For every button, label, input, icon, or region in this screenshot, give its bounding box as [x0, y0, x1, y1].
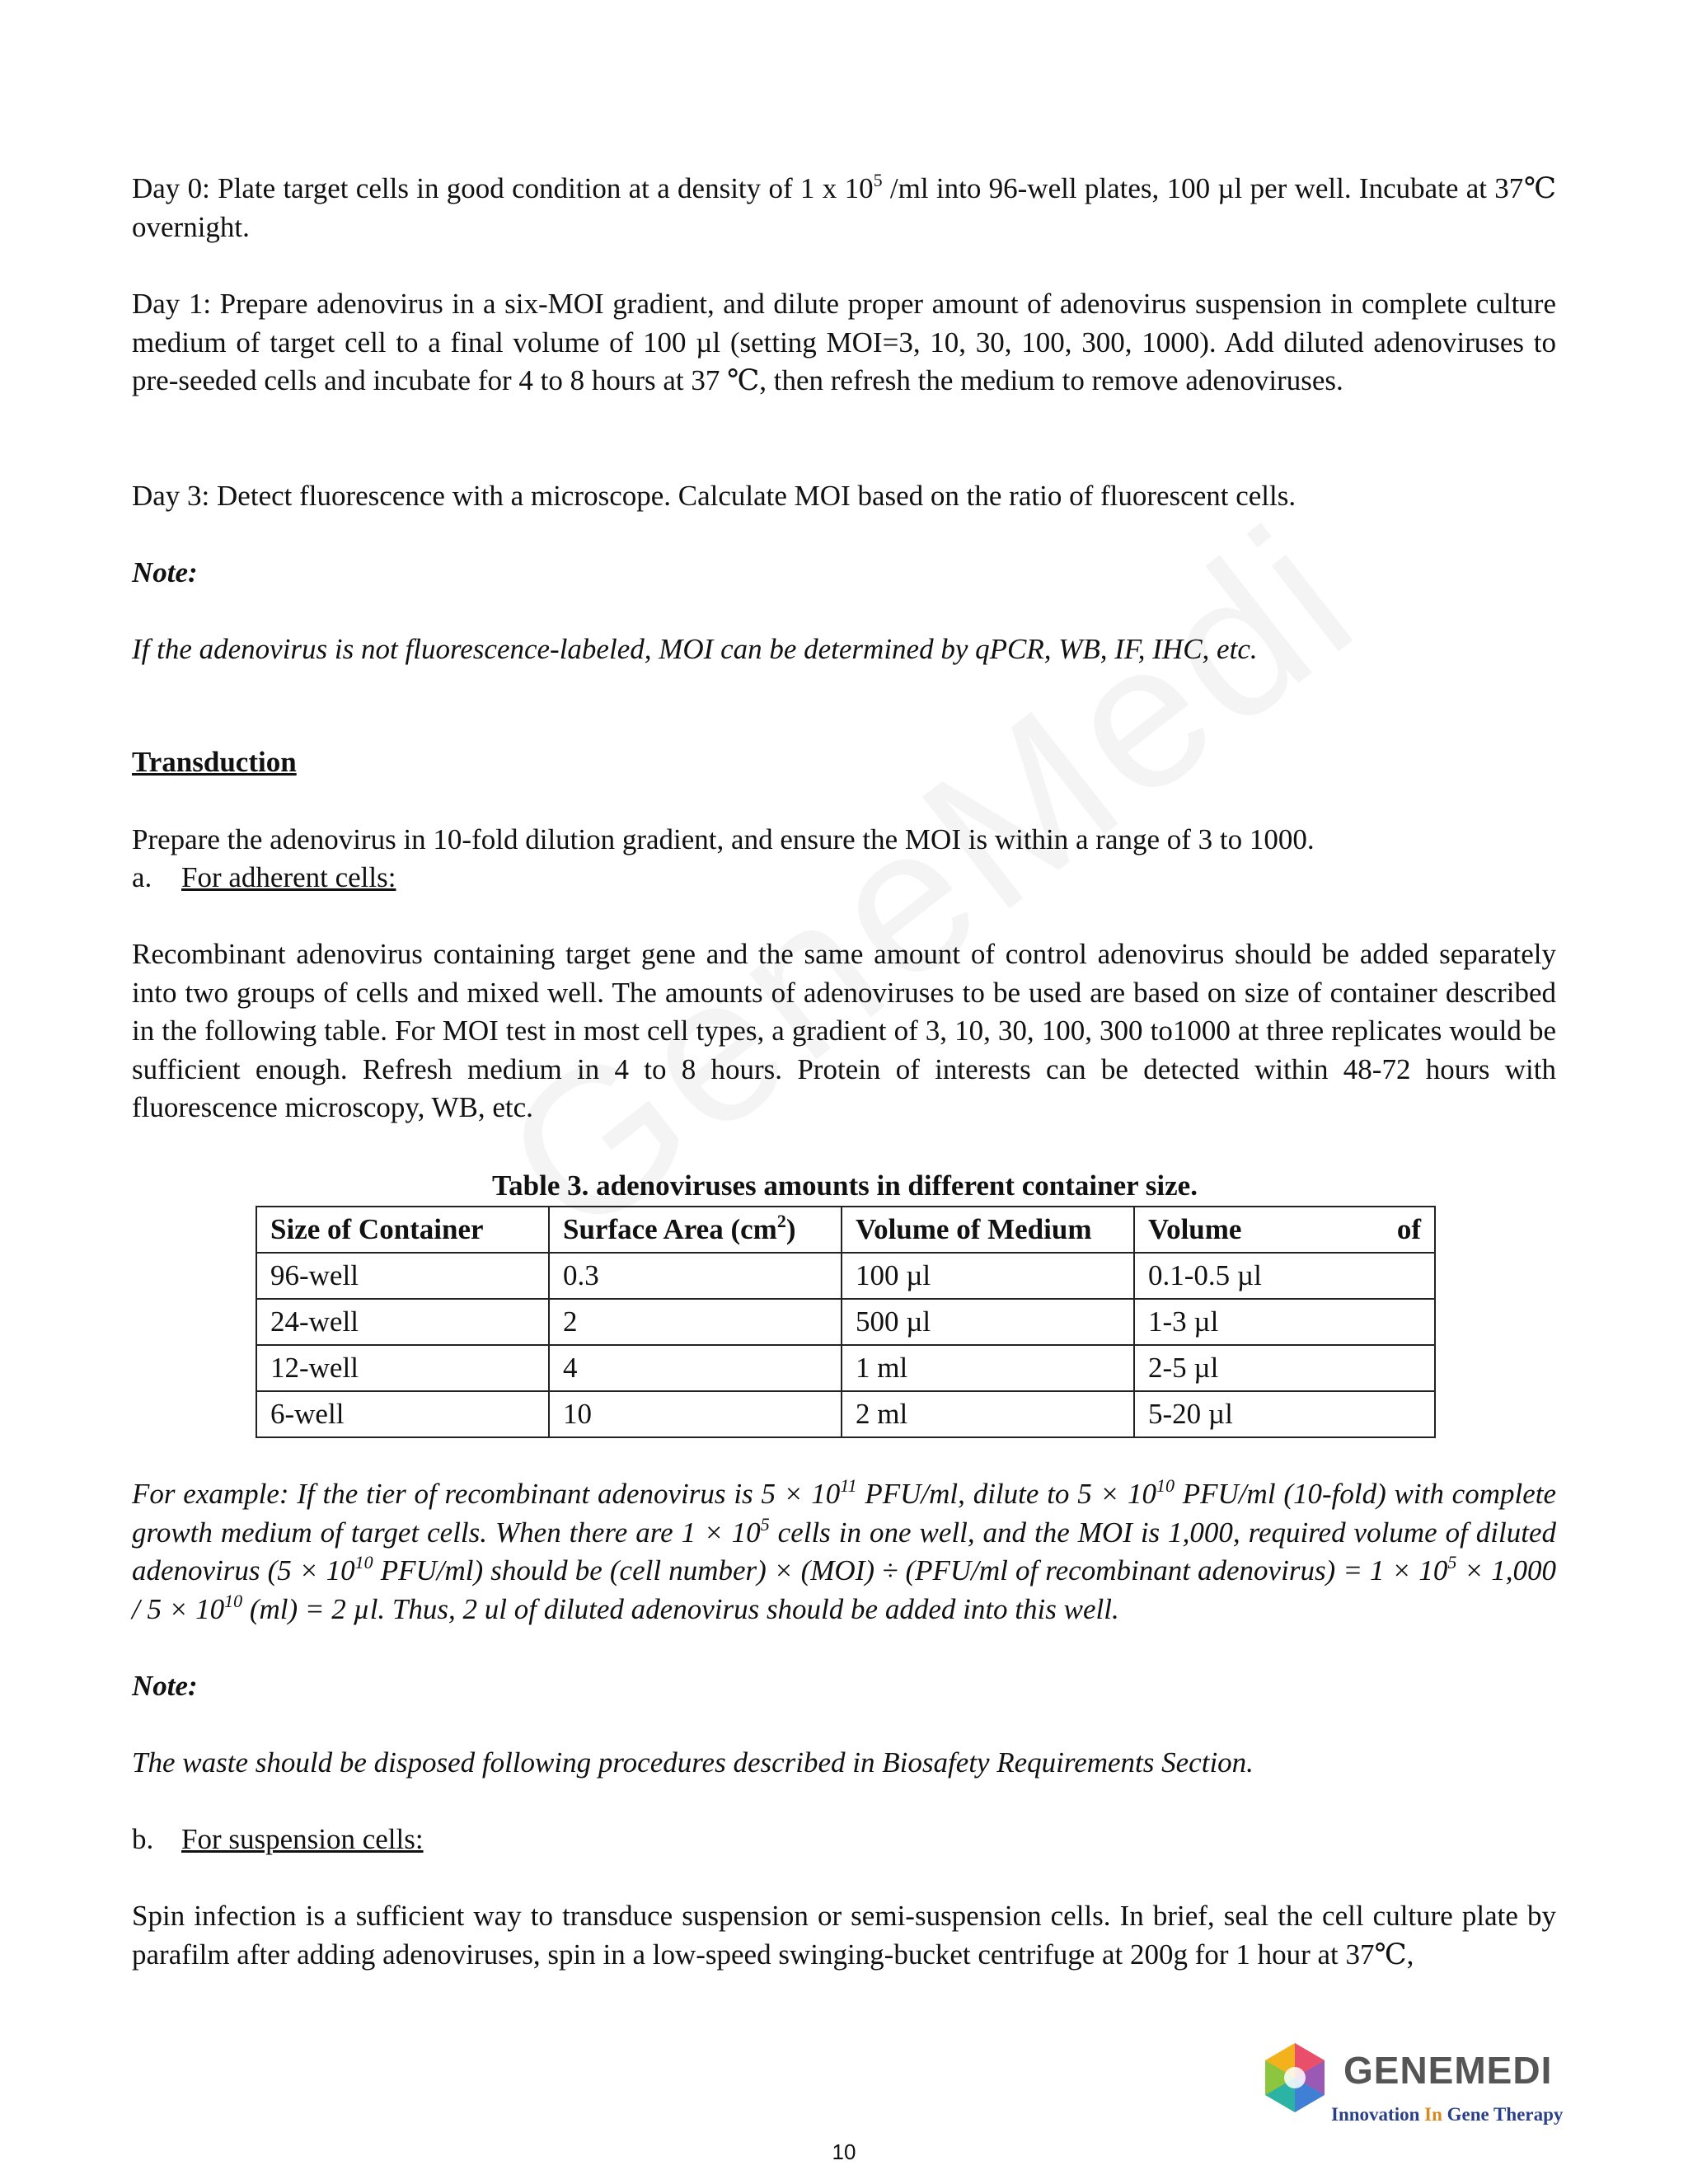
list-item-adherent-cells: a. For adherent cells:	[132, 861, 396, 893]
note-text: If the adenovirus is not fluorescence-labeled, MOI can be determined by qPCR, WB, IF, IHC, etc.	[132, 633, 1258, 665]
list-item-suspension-cells: b. For suspension cells:	[132, 1823, 424, 1855]
example-paragraph: For example: If the tier of recombinant adenovirus is $5 \times 10^{11}$ PFU/ml, dilute to $5 \times 10^{10}$ PFU/ml (10-fold) with complete growth medium of target cells. When there are $1 \times 10^5$ cells in one well, and the MOI is 1,000, required volume of diluted adenovirus ($5 \times 10^{10}$ PFU/ml) should be (cell number) × (MOI) ÷ (PFU/ml of recombinant adenovirus) = $1 \times 10^5 \times 1,000 / 5 \times 10^{10}$ (ml) = 2 µl. Thus, 2 ul of diluted adenovirus should be added into this well.	[132, 1475, 1557, 1625]
logo-wordmark: GENEMEDI	[1343, 2049, 1553, 2092]
cell-volume: 2-5 µl	[1134, 1345, 1435, 1391]
day3-paragraph: Day 3: Detect fluorescence with a microscope. Calculate MOI based on the ratio of fluorescent cells.	[132, 480, 1296, 512]
cell-medium: 2 ml	[842, 1391, 1134, 1437]
table-row	[256, 1299, 1435, 1345]
cell-volume: 0.1-0.5 µl	[1134, 1253, 1435, 1299]
cell-area: 4	[549, 1345, 842, 1391]
table-header-row	[256, 1207, 1435, 1253]
cell-medium: 100 µl	[842, 1253, 1134, 1299]
container-size-table	[256, 1206, 1436, 1438]
header-area: Surface Area $(cm^2)$	[549, 1207, 842, 1253]
cell-area: 0.3	[549, 1253, 842, 1299]
page-number: 10	[832, 2139, 856, 2164]
section-heading-transduction: Transduction	[132, 746, 297, 778]
header-size: Size of Container	[256, 1207, 549, 1253]
suspension-cells-paragraph: Spin infection is a sufficient way to transduce suspension or semi-suspension cells. In brief, seal the cell culture plate by parafilm after adding adenoviruses, spin in a low-speed swinging-bucket centrifuge at 200g for 1 hour at 37℃,	[132, 1900, 1556, 1971]
watermark	[462, 478, 1398, 1282]
cell-volume: 5-20 µl	[1134, 1391, 1435, 1437]
header-volume: Volume of	[1134, 1207, 1435, 1253]
cell-size: 24-well	[256, 1299, 549, 1345]
genemedi-hexagon-icon	[1257, 2040, 1333, 2116]
table-row	[256, 1391, 1435, 1437]
cell-medium: 500 µl	[842, 1299, 1134, 1345]
note-text: The waste should be disposed following procedures described in Biosafety Requirements Section.	[132, 1746, 1254, 1779]
header-medium: Volume of Medium	[842, 1207, 1134, 1253]
logo-tagline: Innovation In Gene Therapy	[1331, 2104, 1564, 2125]
note-label: Note:	[132, 1670, 198, 1702]
cell-medium: 1 ml	[842, 1345, 1134, 1391]
cell-size: 96-well	[256, 1253, 549, 1299]
transduction-intro: Prepare the adenovirus in 10-fold dilution gradient, and ensure the MOI is within a range of 3 to 1000.	[132, 823, 1315, 855]
cell-area: 10	[549, 1391, 842, 1437]
note-label: Note:	[132, 556, 198, 588]
table-row	[256, 1345, 1435, 1391]
table-row	[256, 1253, 1435, 1299]
day1-paragraph: Day 1: Prepare adenovirus in a six-MOI gradient, and dilute proper amount of adenovirus suspension in complete culture medium of target cell to a final volume of 100 µl (setting MOI=3, 10, 30, 100, 300, 1000). Add diluted adenoviruses to pre-seeded cells and incubate for 4 to 8 hours at 37 ℃, then refresh the medium to remove adenoviruses.	[132, 288, 1556, 396]
cell-area: 2	[549, 1299, 842, 1345]
table-caption: Table 3. adenoviruses amounts in different container size.	[492, 1169, 1198, 1202]
day0-paragraph: Day 0: Plate target cells in good condition at a density of 1 x $10^5$ /ml into 96-well plates, 100 µl per well. Incubate at 37℃ overnight.	[132, 170, 1556, 243]
adherent-cells-paragraph: Recombinant adenovirus containing target gene and the same amount of control adenovirus should be added separately into two groups of cells and mixed well. The amounts of adenoviruses to be used are based on size of container described in the following table. For MOI test in most cell types, a gradient of 3, 10, 30, 100, 300 to1000 at three replicates would be sufficient enough. Refresh medium in 4 to 8 hours. Protein of interests can be detected within 48-72 hours with fluorescence microscopy, WB, etc.	[132, 938, 1556, 1123]
cell-size: 12-well	[256, 1345, 549, 1391]
genemedi-logo	[1257, 2040, 1570, 2135]
cell-size: 6-well	[256, 1391, 549, 1437]
cell-volume: 1-3 µl	[1134, 1299, 1435, 1345]
